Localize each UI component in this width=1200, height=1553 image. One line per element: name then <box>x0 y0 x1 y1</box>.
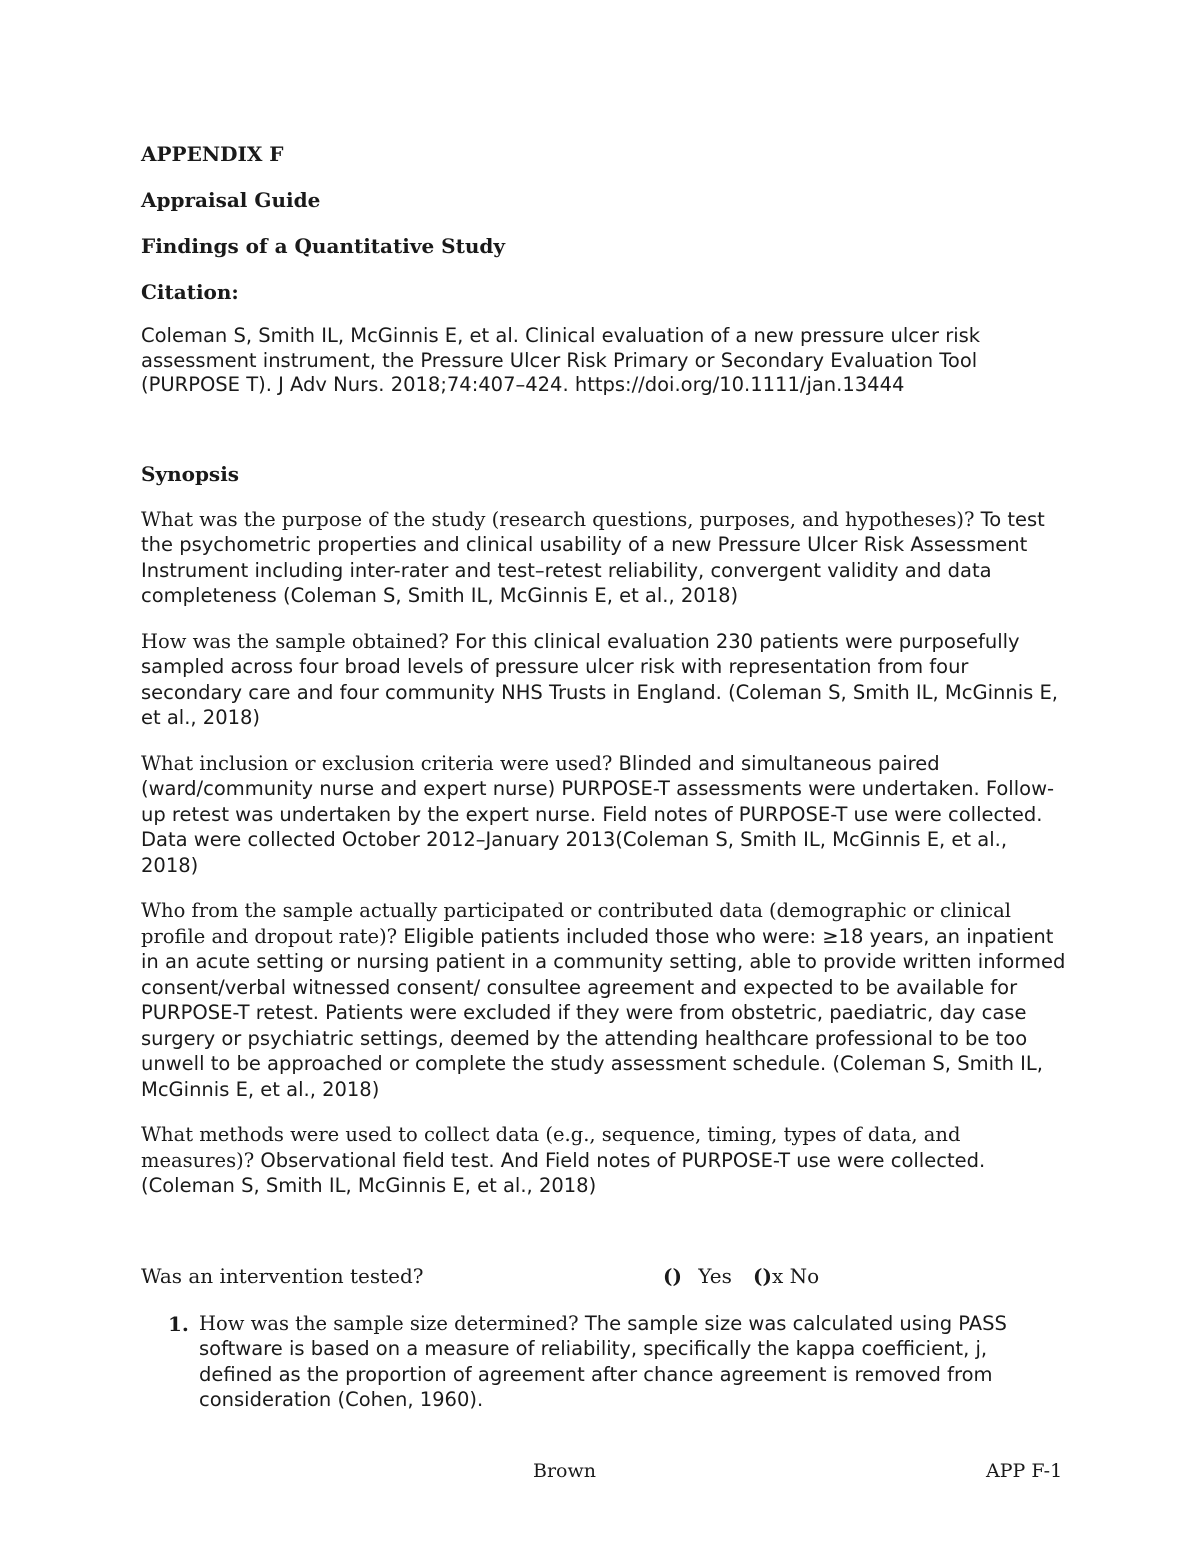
citation-label: Citation: <box>141 280 239 304</box>
synopsis-heading: Synopsis <box>141 461 240 486</box>
question-text: What methods were used to collect data (e.g., sequence, timing, types of data, and measures)? <box>141 1123 961 1172</box>
footer-author: Brown <box>533 1460 596 1482</box>
question-text: How was the sample size determined? <box>199 1311 579 1335</box>
synopsis-item-criteria <box>141 752 1066 880</box>
citation-text: Coleman S, Smith IL, McGinnis E, et al. Clinical evaluation of a new pressure ulcer risk assessment instrument, the Pressure Ulcer Risk Primary or Secondary Evaluation Tool (PURPOSE T). J Adv Nurs. 2018;74:407–424. https://doi.org/10.1111/jan.13444 <box>141 324 981 396</box>
intervention-question: Was an intervention tested? <box>141 1263 424 1288</box>
question-text: Who from the sample actually participated or contributed data (demographic or clinical profile and dropout rate)? <box>141 899 1011 948</box>
question-text: What was the purpose of the study (research questions, purposes, and hypotheses)? <box>141 507 975 531</box>
answer-text: For this clinical evaluation 230 patients were purposefully sampled across four broad levels of pressure ulcer risk with representation from four secondary care and four community NHS Trusts in England. (Coleman S, Smith IL, McGinnis E, et al., 2018) <box>141 629 1059 729</box>
intervention-question-row <box>141 1262 1066 1292</box>
document-page <box>141 140 1066 1434</box>
answer-text: Eligible patients included those who were: ≥18 years, an inpatient in an acute setting or nursing patient in a community setting, able to provide written informed consent/verbal witnessed consent/ consultee agreement and expected to be available for PURPOSE-T retest. Patients were excluded if they were from obstetric, paediatric, day case surgery or psychiatric settings, deemed by the attending healthcare professional to be too unwell to be approached or complete the study assessment schedule. (Coleman S, Smith IL, McGinnis E, et al., 2018) <box>141 924 1066 1101</box>
radio-icon: () <box>663 1263 682 1288</box>
question-text: What inclusion or exclusion criteria were used? <box>141 751 613 775</box>
guide-heading: Appraisal Guide <box>141 188 321 212</box>
answer-text: To test the psychometric properties and clinical usability of a new Pressure Ulcer Risk Assessment Instrument including inter-rater and test–retest reliability, convergent validity and data completeness (Coleman S, Smith IL, McGinnis E, et al., 2018) <box>141 507 1045 607</box>
synopsis-item-methods <box>141 1123 1066 1200</box>
page-footer <box>0 1460 1200 1490</box>
appendix-heading: APPENDIX F <box>141 142 284 166</box>
answer-text: The sample size was calculated using PASS software is based on a measure of reliability, specifically the kappa coefficient, j, defined as the proportion of agreement after chance agreement is removed from consideration (Cohen, 1960). <box>199 1311 1007 1411</box>
radio-icon: () <box>753 1263 772 1288</box>
answer-text: Observational field test. And Field notes of PURPOSE-T use were collected. (Coleman S, Smith IL, McGinnis E, et al., 2018) <box>141 1148 986 1197</box>
numbered-item-sample-size <box>141 1312 1066 1414</box>
no-option[interactable] <box>753 1262 819 1290</box>
synopsis-item-purpose <box>141 508 1066 610</box>
synopsis-item-participants <box>141 899 1066 1103</box>
yes-option[interactable] <box>663 1262 732 1290</box>
question-text: How was the sample obtained? <box>141 629 449 653</box>
list-number: 1. <box>168 1311 189 1336</box>
no-label: x No <box>771 1263 820 1288</box>
study-type-heading: Findings of a Quantitative Study <box>141 234 505 258</box>
synopsis-item-sample <box>141 630 1066 732</box>
yes-label: Yes <box>691 1263 732 1288</box>
answer-text: Blinded and simultaneous paired (ward/community nurse and expert nurse) PURPOSE-T assessments were undertaken. Follow-up retest was undertaken by the expert nurse. Field notes of PURPOSE-T use were collected. Data were collected October 2012–January 2013(Coleman S, Smith IL, McGinnis E, et al., 2018) <box>141 751 1055 877</box>
footer-page-number: APP F-1 <box>986 1460 1063 1482</box>
